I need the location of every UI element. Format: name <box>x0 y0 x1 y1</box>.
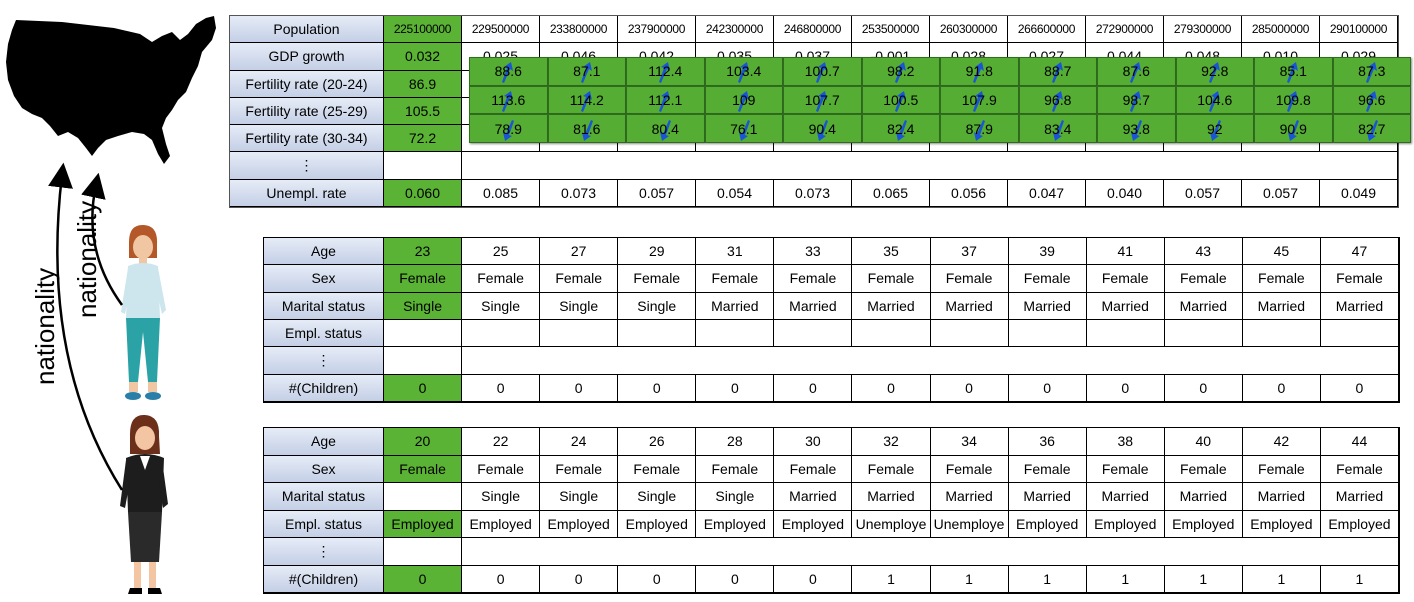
forecast-value: 100.7 <box>804 63 840 80</box>
value-cell: Married <box>1087 293 1165 320</box>
row-label: Age <box>264 428 384 456</box>
value-cell: 34 <box>931 428 1009 456</box>
value-cell: 0 <box>696 566 774 594</box>
value-cell: 36 <box>1009 428 1087 456</box>
value-cell: 0 <box>1321 375 1399 402</box>
value-cell: Employed <box>1321 511 1399 539</box>
value-cell: 0.057 <box>1242 180 1320 207</box>
value-cell: Female <box>852 265 930 292</box>
forecast-value: 96.6 <box>1358 91 1386 108</box>
person1-table <box>263 237 1400 403</box>
forecast-value: 90.9 <box>1279 120 1307 137</box>
forecast-value: 98.7 <box>1122 91 1150 108</box>
value-cell: Female <box>1165 456 1243 484</box>
value-cell: 39 <box>1009 238 1087 265</box>
forecast-cell <box>1254 86 1333 115</box>
value-cell: Female <box>462 265 540 292</box>
value-cell: Married <box>696 293 774 320</box>
value-cell: 0 <box>931 375 1009 402</box>
value-cell: 45 <box>1243 238 1321 265</box>
value-cell: 1 <box>1321 566 1399 594</box>
value-cell: 229500000 <box>462 16 540 43</box>
value-cell: Female <box>1009 456 1087 484</box>
value-cell: 0.040 <box>1086 180 1164 207</box>
value-cell: Employed <box>1243 511 1321 539</box>
value-cell: Female <box>1243 265 1321 292</box>
value-cell <box>696 320 774 347</box>
row-label: Empl. status <box>264 511 384 539</box>
forecast-value: 93.8 <box>1122 120 1150 137</box>
forecast-cell <box>626 57 705 86</box>
first-value-cell <box>384 320 462 347</box>
value-cell: 0.065 <box>852 180 930 207</box>
value-cell: Married <box>1165 483 1243 511</box>
value-cell: Female <box>931 456 1009 484</box>
value-cell <box>1087 320 1165 347</box>
value-cell: Female <box>1243 456 1321 484</box>
value-cell: 1 <box>931 566 1009 594</box>
forecast-cell <box>783 86 862 115</box>
value-cell: 272900000 <box>1086 16 1164 43</box>
fertility-forecast-overlay <box>469 57 1411 143</box>
row-label: Fertility rate (25-29) <box>230 98 384 125</box>
forecast-cell <box>1333 114 1412 143</box>
forecast-value: 100.5 <box>883 91 919 108</box>
forecast-value: 92.8 <box>1201 63 1229 80</box>
forecast-cell <box>862 86 941 115</box>
value-cell: Married <box>931 293 1009 320</box>
ellipsis-first-cell <box>384 152 462 179</box>
value-cell: Female <box>618 265 696 292</box>
forecast-cell <box>1019 57 1098 86</box>
value-cell: Single <box>540 293 618 320</box>
value-cell: 43 <box>1165 238 1243 265</box>
forecast-value: 114.2 <box>569 91 604 108</box>
first-value-cell: 0 <box>384 566 462 594</box>
forecast-cell <box>548 57 627 86</box>
forecast-value: 90.4 <box>808 120 836 137</box>
row-label: Marital status <box>264 293 384 320</box>
forecast-cell <box>1097 114 1176 143</box>
value-cell: 0.054 <box>696 180 774 207</box>
value-cell: 40 <box>1165 428 1243 456</box>
value-cell: 285000000 <box>1242 16 1320 43</box>
value-cell: 47 <box>1321 238 1399 265</box>
ellipsis-header: ⋮ <box>264 347 384 374</box>
forecast-value: 91.8 <box>965 63 993 80</box>
forecast-value: 81.6 <box>573 120 601 137</box>
value-cell: Single <box>618 293 696 320</box>
value-cell: 242300000 <box>696 16 774 43</box>
row-label: Fertility rate (30-34) <box>230 125 384 152</box>
first-value-cell: 23 <box>384 238 462 265</box>
value-cell: Employed <box>462 511 540 539</box>
row-label: GDP growth <box>230 43 384 70</box>
value-cell: 24 <box>540 428 618 456</box>
value-cell: Female <box>1087 265 1165 292</box>
forecast-cell <box>1097 86 1176 115</box>
value-cell: 0 <box>696 375 774 402</box>
value-cell: Female <box>1165 265 1243 292</box>
forecast-cell <box>783 57 862 86</box>
forecast-value: 107.7 <box>804 91 840 108</box>
forecast-cell <box>1019 86 1098 115</box>
value-cell: 0.085 <box>462 180 540 207</box>
forecast-value: 98.2 <box>887 63 915 80</box>
nationality-label-left: nationality <box>30 267 60 385</box>
value-cell <box>1321 320 1399 347</box>
value-cell: 233800000 <box>540 16 618 43</box>
value-cell: Married <box>931 483 1009 511</box>
value-cell: Married <box>1165 293 1243 320</box>
value-cell: 0 <box>774 566 852 594</box>
value-cell <box>852 320 930 347</box>
value-cell: Employed <box>1165 511 1243 539</box>
value-cell: Employed <box>1009 511 1087 539</box>
first-value-cell: 0.060 <box>384 180 462 207</box>
forecast-cell <box>548 114 627 143</box>
value-cell: 0 <box>618 566 696 594</box>
value-cell: Female <box>540 265 618 292</box>
row-label: Sex <box>264 265 384 292</box>
first-value-cell: Female <box>384 265 462 292</box>
value-cell: Female <box>1087 456 1165 484</box>
value-cell: Female <box>540 456 618 484</box>
row-label: Fertility rate (20-24) <box>230 71 384 98</box>
first-value-cell: 0.032 <box>384 43 462 70</box>
value-cell: 246800000 <box>774 16 852 43</box>
value-cell: Married <box>1243 293 1321 320</box>
ellipsis-row-cell <box>462 538 1399 566</box>
value-cell: 0 <box>1243 375 1321 402</box>
forecast-cell <box>862 57 941 86</box>
value-cell <box>1009 320 1087 347</box>
value-cell: 0 <box>1165 375 1243 402</box>
value-cell: Unemploye <box>931 511 1009 539</box>
value-cell: 1 <box>1087 566 1165 594</box>
forecast-value: 109.8 <box>1275 91 1311 108</box>
value-cell: 42 <box>1243 428 1321 456</box>
forecast-cell <box>1254 114 1333 143</box>
value-cell: Employed <box>540 511 618 539</box>
value-cell: 31 <box>696 238 774 265</box>
row-label: #(Children) <box>264 566 384 594</box>
first-value-cell: 225100000 <box>384 16 462 43</box>
forecast-cell <box>940 57 1019 86</box>
value-cell: 28 <box>696 428 774 456</box>
forecast-cell <box>469 114 548 143</box>
value-cell: Married <box>1321 293 1399 320</box>
forecast-cell <box>940 86 1019 115</box>
value-cell: 27 <box>540 238 618 265</box>
value-cell: 41 <box>1087 238 1165 265</box>
value-cell: Married <box>1087 483 1165 511</box>
value-cell: Employed <box>1087 511 1165 539</box>
forecast-value: 88.7 <box>1044 63 1072 80</box>
row-label: Sex <box>264 456 384 484</box>
value-cell: 0.073 <box>774 180 852 207</box>
value-cell: Single <box>462 483 540 511</box>
value-cell: Female <box>462 456 540 484</box>
forecast-cell <box>626 114 705 143</box>
forecast-value: 87.9 <box>965 120 993 137</box>
nationality-label-right: nationality <box>72 200 102 318</box>
value-cell: Unemploye <box>852 511 930 539</box>
row-label: #(Children) <box>264 375 384 402</box>
row-label: Marital status <box>264 483 384 511</box>
value-cell: 33 <box>774 238 852 265</box>
forecast-cell <box>1097 57 1176 86</box>
value-cell: 1 <box>1243 566 1321 594</box>
forecast-value: 80.4 <box>651 120 679 137</box>
value-cell: Married <box>1009 483 1087 511</box>
value-cell <box>462 320 540 347</box>
value-cell: Employed <box>696 511 774 539</box>
value-cell: 0.057 <box>618 180 696 207</box>
value-cell: 37 <box>931 238 1009 265</box>
value-cell: 0 <box>852 375 930 402</box>
value-cell: 29 <box>618 238 696 265</box>
value-cell <box>618 320 696 347</box>
value-cell: Married <box>774 293 852 320</box>
value-cell: 0.057 <box>1164 180 1242 207</box>
forecast-value: 92 <box>1206 120 1223 137</box>
forecast-cell <box>783 114 862 143</box>
value-cell: 1 <box>852 566 930 594</box>
value-cell: Female <box>931 265 1009 292</box>
forecast-value: 85.1 <box>1279 63 1307 80</box>
row-label: Age <box>264 238 384 265</box>
forecast-cell <box>1333 57 1412 86</box>
first-value-cell: Female <box>384 456 462 484</box>
forecast-value: 76.1 <box>730 120 758 137</box>
ellipsis-first-cell <box>384 538 462 566</box>
forecast-cell <box>1019 114 1098 143</box>
ellipsis-header: ⋮ <box>264 538 384 566</box>
value-cell: 0.073 <box>540 180 618 207</box>
forecast-value: 78.9 <box>494 120 522 137</box>
first-value-cell: 72.2 <box>384 125 462 152</box>
forecast-cell <box>1333 86 1412 115</box>
value-cell: 1 <box>1165 566 1243 594</box>
value-cell: 0.056 <box>930 180 1008 207</box>
forecast-value: 113.6 <box>491 91 526 108</box>
value-cell: Employed <box>774 511 852 539</box>
value-cell: 38 <box>1087 428 1165 456</box>
forecast-cell <box>862 114 941 143</box>
value-cell: 266600000 <box>1008 16 1086 43</box>
forecast-value: 96.8 <box>1044 91 1072 108</box>
value-cell: Female <box>1009 265 1087 292</box>
value-cell: 30 <box>774 428 852 456</box>
forecast-value: 104.6 <box>1197 91 1233 108</box>
first-value-cell: 20 <box>384 428 462 456</box>
forecast-cell <box>548 86 627 115</box>
value-cell: Female <box>618 456 696 484</box>
value-cell: Married <box>1243 483 1321 511</box>
forecast-value: 87.1 <box>573 63 601 80</box>
first-value-cell: 0 <box>384 375 462 402</box>
value-cell <box>1165 320 1243 347</box>
value-cell: 0 <box>462 566 540 594</box>
value-cell: 25 <box>462 238 540 265</box>
value-cell <box>1243 320 1321 347</box>
forecast-value: 82.7 <box>1358 120 1386 137</box>
value-cell: Female <box>774 265 852 292</box>
value-cell: Married <box>852 293 930 320</box>
value-cell: 0 <box>1009 375 1087 402</box>
forecast-cell <box>705 86 784 115</box>
first-value-cell <box>384 483 462 511</box>
value-cell: Female <box>696 456 774 484</box>
forecast-value: 103.4 <box>726 63 762 80</box>
forecast-cell <box>469 57 548 86</box>
forecast-value: 83.4 <box>1044 120 1072 137</box>
forecast-cell <box>940 114 1019 143</box>
first-value-cell: 86.9 <box>384 71 462 98</box>
ellipsis-row-cell <box>462 152 1398 179</box>
forecast-cell <box>626 86 705 115</box>
forecast-value: 87.3 <box>1358 63 1386 80</box>
value-cell: Female <box>1321 265 1399 292</box>
forecast-value: 112.4 <box>648 63 683 80</box>
ellipsis-header: ⋮ <box>230 152 384 179</box>
value-cell: Female <box>696 265 774 292</box>
value-cell: 279300000 <box>1164 16 1242 43</box>
value-cell: Female <box>1321 456 1399 484</box>
value-cell: 237900000 <box>618 16 696 43</box>
value-cell: Married <box>774 483 852 511</box>
forecast-value: 107.9 <box>961 91 997 108</box>
first-value-cell: Single <box>384 293 462 320</box>
forecast-value: 109 <box>732 91 756 108</box>
value-cell: 0 <box>774 375 852 402</box>
forecast-cell <box>705 114 784 143</box>
value-cell: 0 <box>462 375 540 402</box>
value-cell: Married <box>1009 293 1087 320</box>
value-cell: Employed <box>618 511 696 539</box>
forecast-cell <box>1254 57 1333 86</box>
value-cell: 0 <box>540 566 618 594</box>
value-cell: 32 <box>852 428 930 456</box>
value-cell: Single <box>462 293 540 320</box>
value-cell: 0 <box>618 375 696 402</box>
row-label: Population <box>230 16 384 43</box>
value-cell: 0 <box>1087 375 1165 402</box>
forecast-value: 87.6 <box>1122 63 1150 80</box>
value-cell: 260300000 <box>930 16 1008 43</box>
first-value-cell: 105.5 <box>384 98 462 125</box>
forecast-cell <box>469 86 548 115</box>
forecast-cell <box>705 57 784 86</box>
forecast-value: 88.6 <box>494 63 522 80</box>
value-cell: 22 <box>462 428 540 456</box>
value-cell: Single <box>696 483 774 511</box>
value-cell: Married <box>1321 483 1399 511</box>
person2-table <box>263 427 1400 594</box>
value-cell: 253500000 <box>852 16 930 43</box>
value-cell: Married <box>852 483 930 511</box>
value-cell: 35 <box>852 238 930 265</box>
forecast-cell <box>1176 86 1255 115</box>
forecast-cell <box>1176 57 1255 86</box>
value-cell: 0 <box>540 375 618 402</box>
first-value-cell: Employed <box>384 511 462 539</box>
value-cell <box>540 320 618 347</box>
row-label: Unempl. rate <box>230 180 384 207</box>
value-cell: Female <box>852 456 930 484</box>
row-label: Empl. status <box>264 320 384 347</box>
value-cell <box>774 320 852 347</box>
forecast-value: 82.4 <box>887 120 915 137</box>
ellipsis-row-cell <box>462 347 1399 374</box>
value-cell: 26 <box>618 428 696 456</box>
value-cell: 44 <box>1321 428 1399 456</box>
value-cell: 1 <box>1009 566 1087 594</box>
value-cell: 290100000 <box>1320 16 1398 43</box>
forecast-cell <box>1176 114 1255 143</box>
forecast-value: 112.1 <box>648 91 683 108</box>
value-cell: 0.049 <box>1320 180 1398 207</box>
value-cell: Single <box>540 483 618 511</box>
value-cell: Single <box>618 483 696 511</box>
value-cell: 0.047 <box>1008 180 1086 207</box>
ellipsis-first-cell <box>384 347 462 374</box>
value-cell <box>931 320 1009 347</box>
value-cell: Female <box>774 456 852 484</box>
